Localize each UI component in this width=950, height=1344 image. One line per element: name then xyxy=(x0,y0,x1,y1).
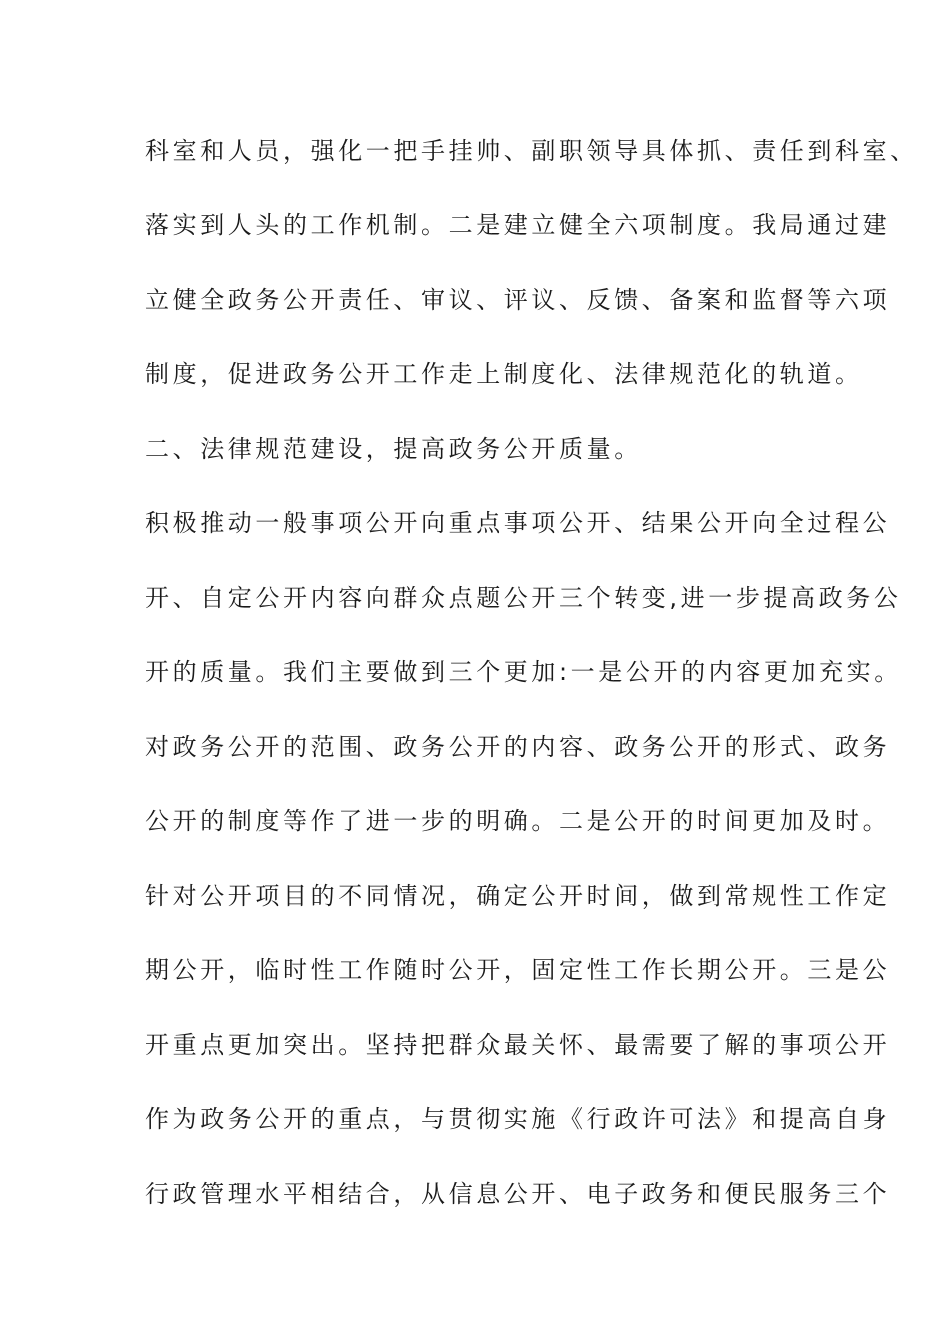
paragraph-line: 开的质量。我们主要做到三个更加:一是公开的内容更加充实。 xyxy=(145,658,902,686)
paragraph-line: 科室和人员，强化一把手挂帅、副职领导具体抓、责任到科室、 xyxy=(145,137,918,165)
paragraph-line: 开、自定公开内容向群众点题公开三个转变,进一步提高政务公 xyxy=(145,584,902,612)
paragraph-line: 落实到人头的工作机制。二是建立健全六项制度。我局通过建 xyxy=(145,211,891,239)
paragraph-line: 积极推动一般事项公开向重点事项公开、结果公开向全过程公 xyxy=(145,509,891,537)
paragraph-line: 对政务公开的范围、政务公开的内容、政务公开的形式、政务 xyxy=(145,733,891,761)
paragraph-line: 针对公开项目的不同情况，确定公开时间，做到常规性工作定 xyxy=(145,882,891,910)
paragraph-line: 行政管理水平相结合，从信息公开、电子政务和便民服务三个 xyxy=(145,1180,891,1208)
paragraph-line: 作为政务公开的重点，与贯彻实施《行政许可法》和提高自身 xyxy=(145,1105,891,1133)
section-heading: 二、法律规范建设，提高政务公开质量。 xyxy=(145,435,642,463)
paragraph-line: 期公开，临时性工作随时公开，固定性工作长期公开。三是公 xyxy=(145,956,891,984)
paragraph-line: 制度，促进政务公开工作走上制度化、法律规范化的轨道。 xyxy=(145,360,863,388)
paragraph-line: 公开的制度等作了进一步的明确。二是公开的时间更加及时。 xyxy=(145,807,891,835)
paragraph-line: 开重点更加突出。坚持把群众最关怀、最需要了解的事项公开 xyxy=(145,1031,891,1059)
paragraph-line: 立健全政务公开责任、审议、评议、反馈、备案和监督等六项 xyxy=(145,286,891,314)
